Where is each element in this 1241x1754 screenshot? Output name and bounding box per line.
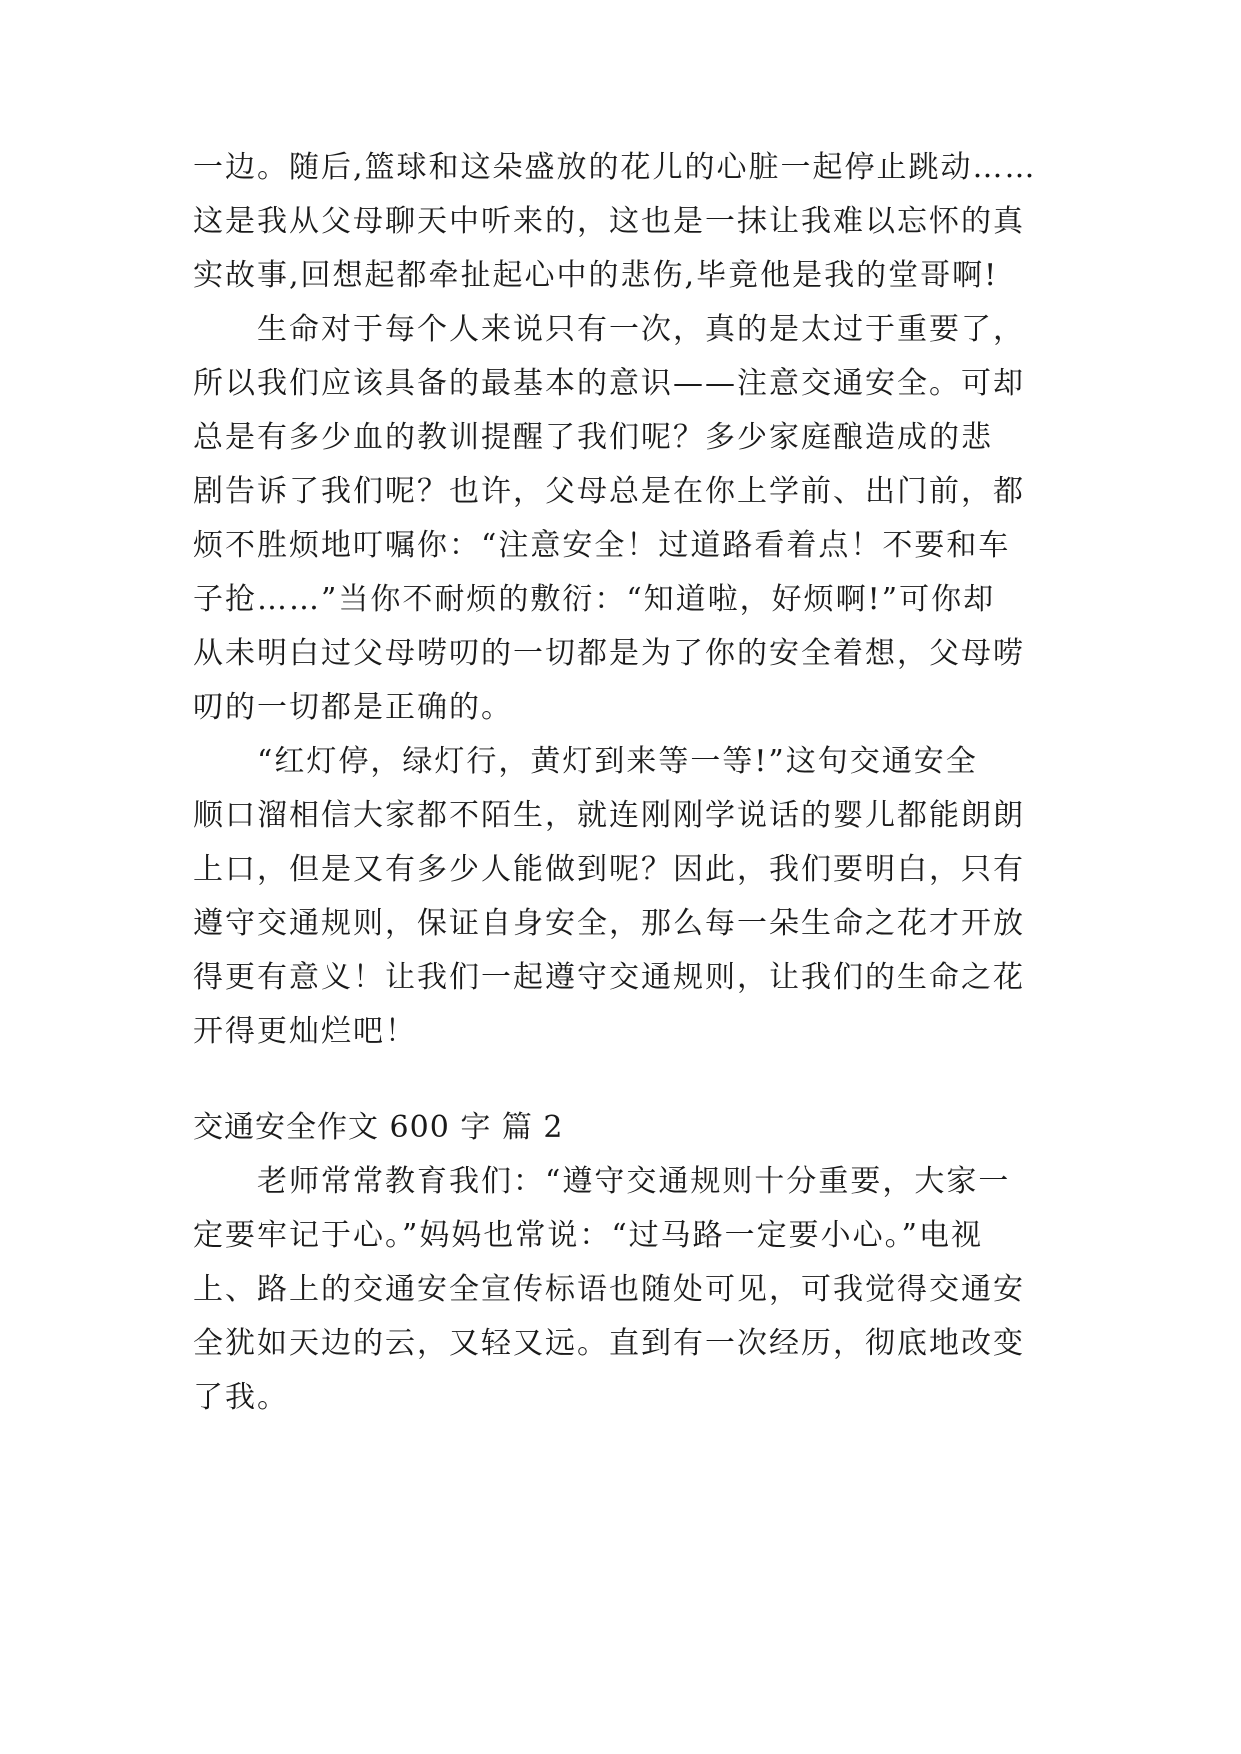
text-line: 叨的一切都是正确的。	[193, 690, 513, 725]
section-heading: 交通安全作文 600 字 篇 2	[193, 1110, 564, 1145]
text-line: 上、路上的交通安全宣传标语也随处可见，可我觉得交通安	[193, 1272, 1025, 1307]
text-line: 遵守交通规则，保证自身安全，那么每一朵生命之花才开放	[193, 906, 1025, 941]
text-line: 所以我们应该具备的最基本的意识——注意交通安全。可却	[193, 366, 1025, 401]
text-line: 定要牢记于心。”妈妈也常说：“过马路一定要小心。”电视	[193, 1218, 984, 1253]
text-line: 得更有意义！让我们一起遵守交通规则，让我们的生命之花	[193, 960, 1025, 995]
text-line: 全犹如天边的云，又轻又远。直到有一次经历，彻底地改变	[193, 1326, 1025, 1361]
text-line: 子抢……”当你不耐烦的敷衍：“知道啦，好烦啊!”可你却	[193, 582, 996, 617]
text-line: 了我。	[193, 1380, 289, 1415]
text-line: 顺口溜相信大家都不陌生，就连刚刚学说话的婴儿都能朗朗	[193, 798, 1025, 833]
text-line: 实故事,回想起都牵扯起心中的悲伤,毕竟他是我的堂哥啊!	[193, 258, 999, 293]
text-line: 剧告诉了我们呢？也许，父母总是在你上学前、出门前，都	[193, 474, 1025, 509]
text-line: “红灯停，绿灯行，黄灯到来等一等!”这句交通安全	[193, 744, 978, 779]
text-line: 开得更灿烂吧！	[193, 1014, 417, 1049]
text-line: 生命对于每个人来说只有一次，真的是太过于重要了，	[193, 312, 1025, 347]
text-line: 老师常常教育我们：“遵守交通规则十分重要，大家一	[193, 1164, 1011, 1199]
text-line: 总是有多少血的教训提醒了我们呢？多少家庭酿造成的悲	[193, 420, 993, 455]
text-line: 从未明白过父母唠叨的一切都是为了你的安全着想，父母唠	[193, 636, 1025, 671]
text-line: 烦不胜烦地叮嘱你：“注意安全！过道路看着点！不要和车	[193, 528, 1011, 563]
text-line: 这是我从父母聊天中听来的，这也是一抹让我难以忘怀的真	[193, 204, 1025, 239]
text-line: 一边。随后,篮球和这朵盛放的花儿的心脏一起停止跳动……	[193, 150, 1037, 185]
text-line: 上口，但是又有多少人能做到呢？因此，我们要明白，只有	[193, 852, 1025, 887]
